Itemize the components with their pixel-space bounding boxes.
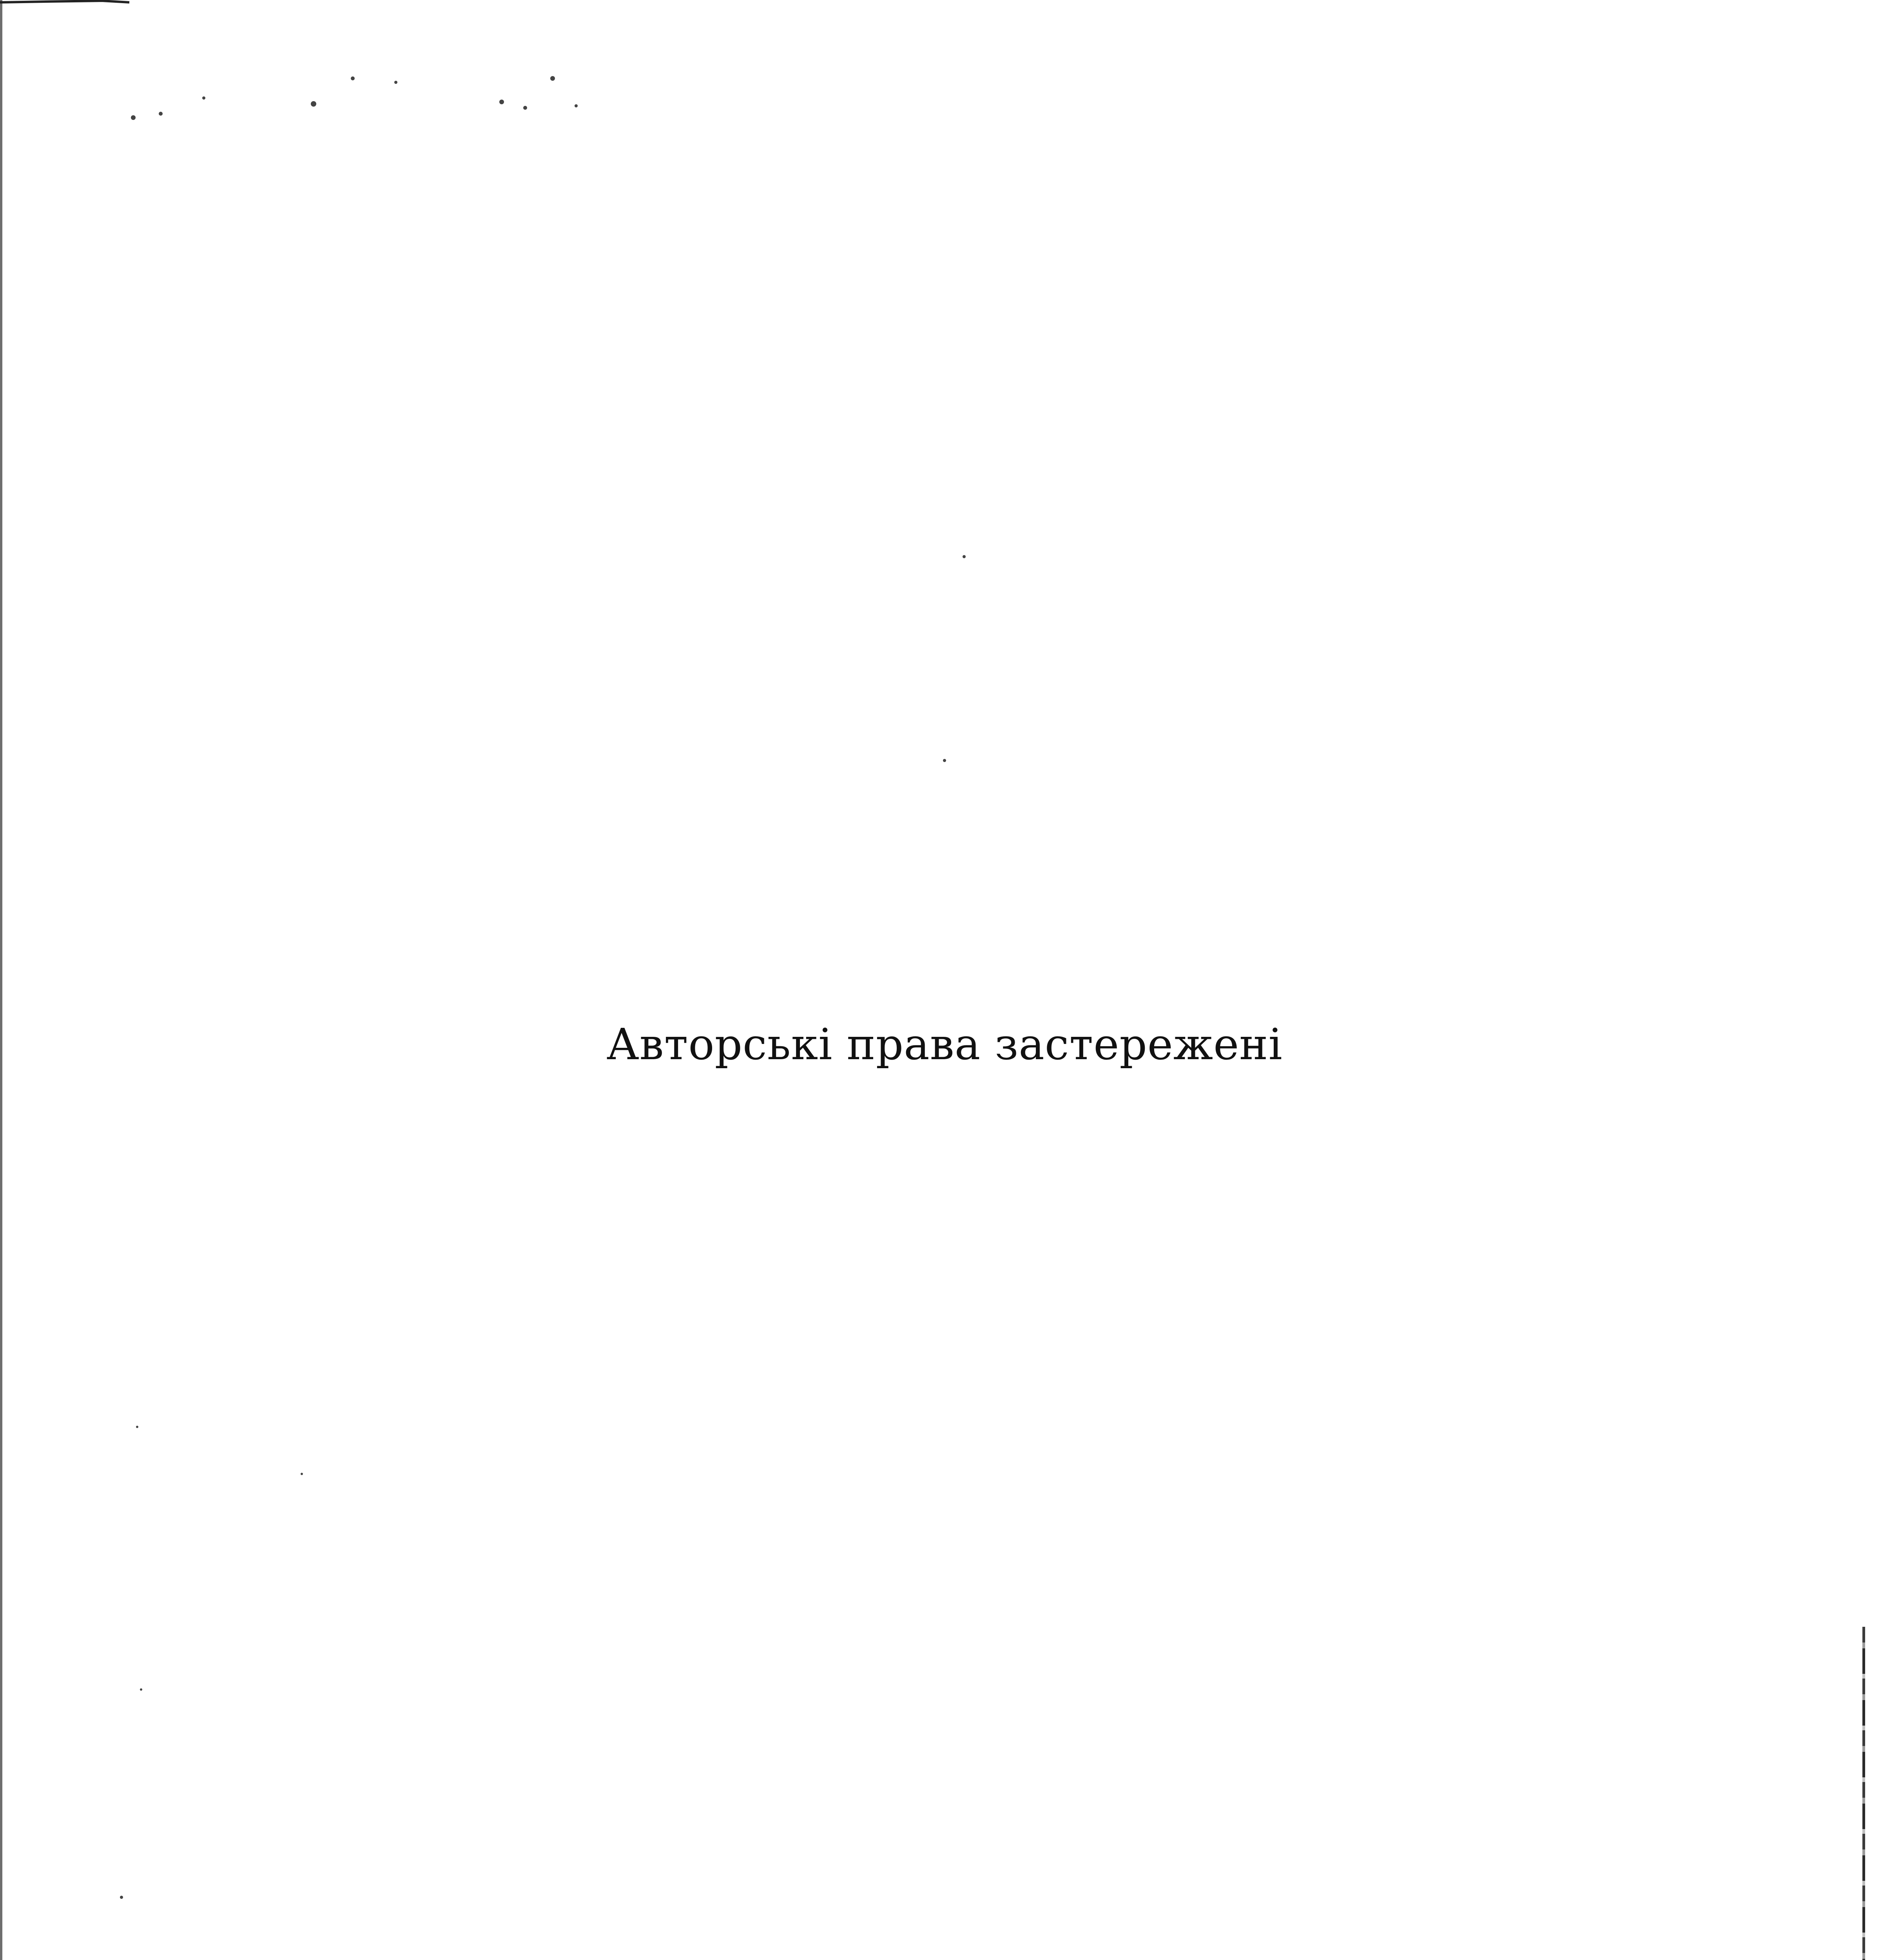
page-right-edge	[1862, 1627, 1865, 1960]
copyright-notice: Авторські права застережені	[606, 1019, 1283, 1069]
